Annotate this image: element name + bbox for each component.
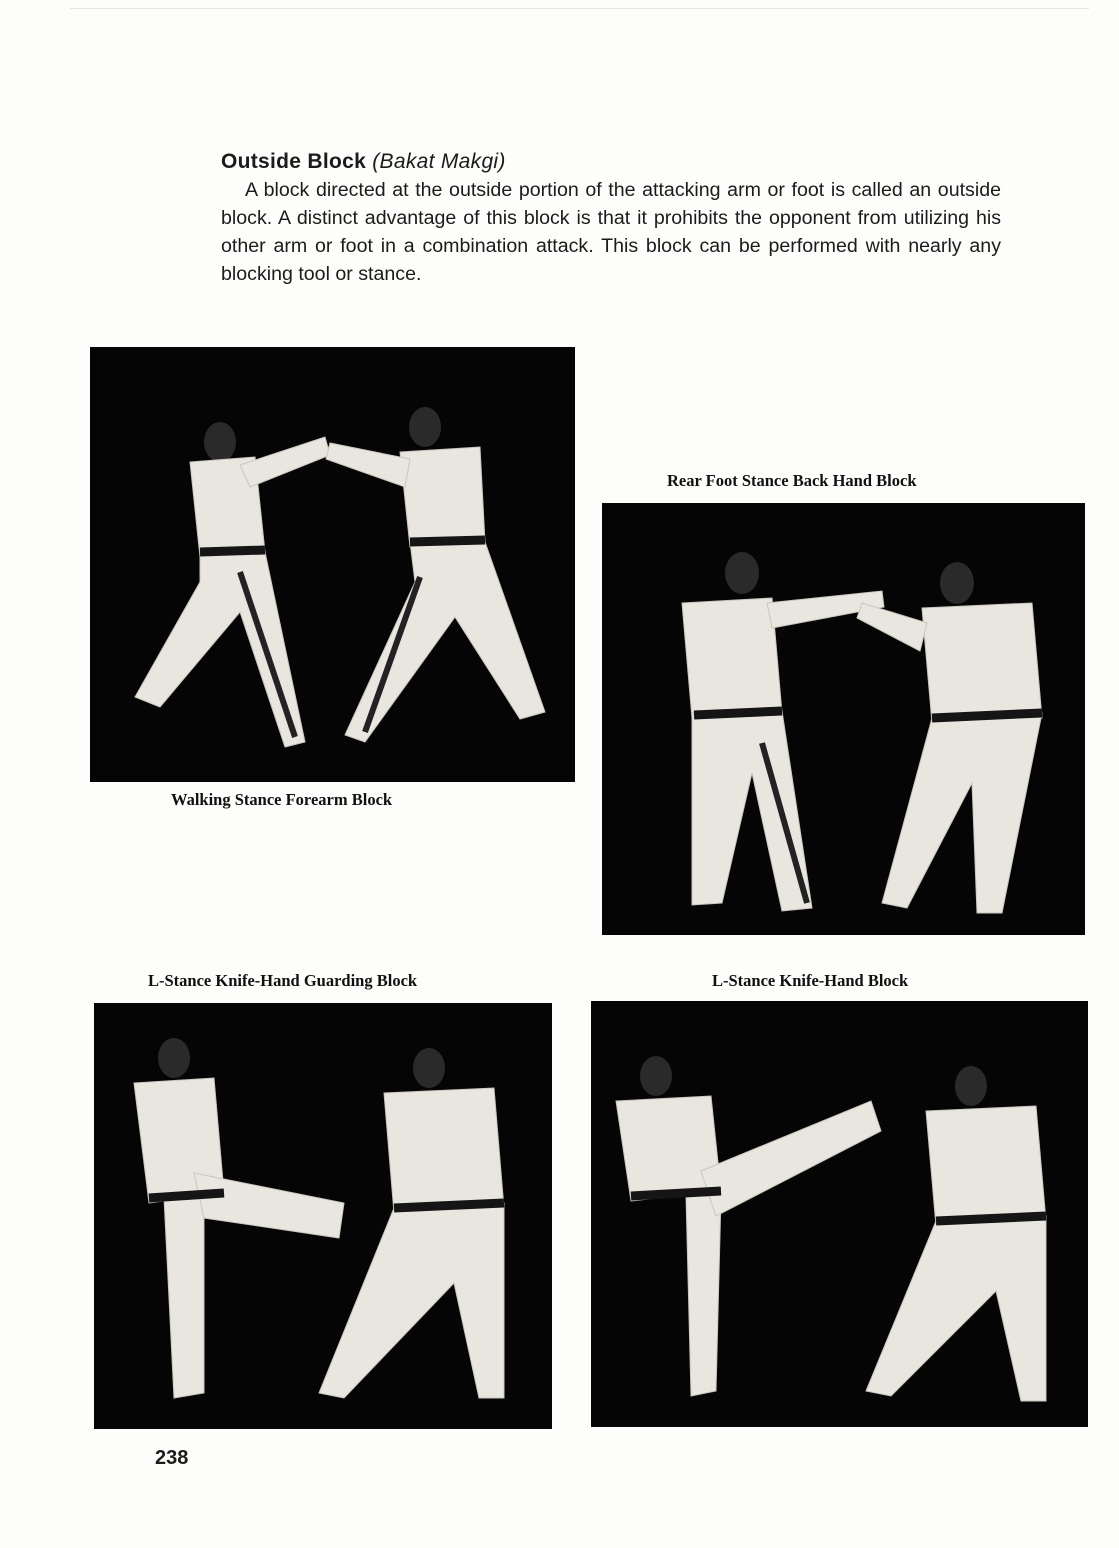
body-paragraph: A block directed at the outside portion of the attacking arm or foot is called an outside block. A distinct advantage of this block is that it prohibits the opponent from utilizing his other arm or foot in a combination attack. This block can be performed with nearly any blocking tool or stance. — [221, 179, 1001, 285]
caption-4: L-Stance Knife-Hand Block — [712, 971, 909, 990]
caption-3: L-Stance Knife-Hand Guarding Block — [148, 971, 418, 990]
photo-l-stance-knife-hand-guarding-block — [94, 1003, 552, 1429]
photo-illustration — [591, 1001, 1088, 1427]
scan-edge-line — [70, 8, 1089, 9]
photo-illustration — [90, 347, 575, 782]
photo-illustration — [94, 1003, 552, 1429]
section-title — [221, 150, 506, 174]
page-number: 238 — [155, 1447, 189, 1469]
photo-l-stance-knife-hand-block — [591, 1001, 1088, 1427]
section-title-text: Outside Block — [221, 150, 367, 173]
section-subtitle: (Bakat Makgi) — [372, 150, 506, 173]
caption-2: Rear Foot Stance Back Hand Block — [667, 471, 917, 490]
photo-illustration — [602, 503, 1085, 935]
caption-1: Walking Stance Forearm Block — [171, 790, 393, 809]
photo-walking-stance-forearm-block — [90, 347, 575, 782]
photo-rear-foot-stance-back-hand-block — [602, 503, 1085, 935]
